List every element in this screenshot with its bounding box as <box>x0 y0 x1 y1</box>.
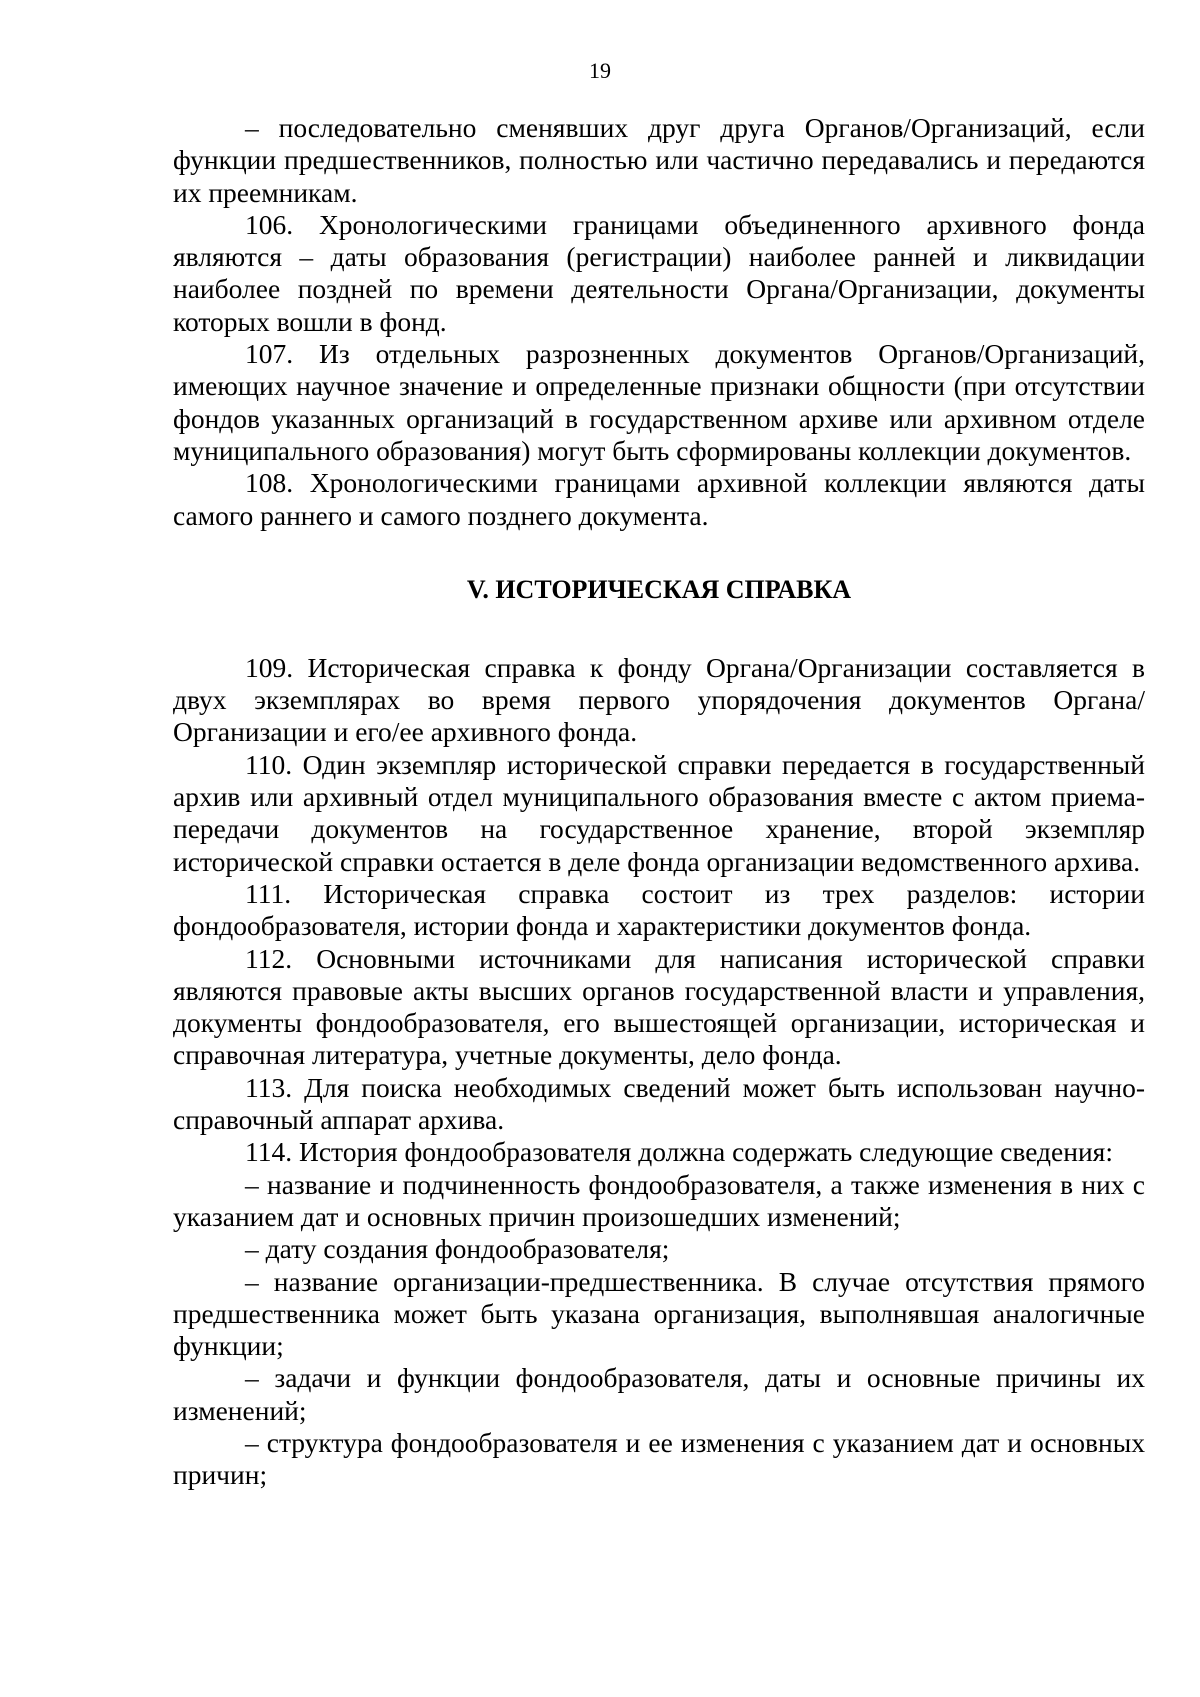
list-item-structure: – структура фондообразователя и ее изменения с указанием дат и основных причин; <box>173 1426 1145 1491</box>
list-item-tasks-functions: – задачи и функции фондообразователя, даты и основные причины их изменений; <box>173 1362 1145 1426</box>
paragraph-dash-predecessors: – последовательно сменявших друг друга Органов/Организаций, если функции предшественников, полностью или частично передавались и передаются их преемникам. <box>173 112 1145 208</box>
paragraph-114: 114. История фондообразователя должна содержать следующие сведения: <box>245 1136 1113 1168</box>
paragraph-107: 107. Из отдельных разрозненных документов Органов/Организаций, имеющих научное значение и определенные признаки общности (при отсутствии фондов указанных организаций в государственном архиве или архивном отделе муниципального образования) могут быть сформированы коллекции документов. <box>173 338 1145 466</box>
list-item-name-subordination: – название и подчиненность фондообразователя, а также изменения в них с указанием дат и основных причин произошедших изменений; <box>173 1168 1145 1232</box>
list-item-predecessor: – название организации-предшественника. В случае отсутствия прямого предшественника может быть указана организация, выполнявшая аналогичные функции; <box>173 1265 1145 1362</box>
list-item-creation-date: – дату создания фондообразователя; <box>245 1233 670 1265</box>
paragraph-113: 113. Для поиска необходимых сведений может быть использован научно-справочный аппарат архива. <box>173 1071 1145 1136</box>
paragraph-108: 108. Хронологическими границами архивной коллекции являются даты самого раннего и самого позднего документа. <box>173 467 1145 531</box>
paragraph-112: 112. Основными источниками для написания исторической справки являются правовые акты высших органов государственной власти и управления, документы фондообразователя, его вышестоящей организации, историческая и справочная литература, учетные документы, дело фонда. <box>173 942 1145 1071</box>
paragraph-110: 110. Один экземпляр исторической справки передается в государственный архив или архивный отдел муниципального образования вместе с актом приема-передачи документов на государственное хранение, второй экземпляр исторической справки остается в деле фонда организации ведомственного архива. <box>173 748 1145 877</box>
paragraph-106: 106. Хронологическими границами объединенного архивного фонда являются – даты образования (регистрации) наиболее ранней и ликвидации наиболее поздней по времени деятельности Органа/Организации, документы которых вошли в фонд. <box>173 208 1145 337</box>
paragraph-111: 111. Историческая справка состоит из трех разделов: истории фондообразователя, истории фонда и характеристики документов фонда. <box>173 877 1145 942</box>
section-title: V. ИСТОРИЧЕСКАЯ СПРАВКА <box>466 574 852 604</box>
paragraph-109: 109. Историческая справка к фонду Органа/Организации составляется в двух экземплярах во время первого упорядочения документов Органа/Организации и его/ее архивного фонда. <box>173 651 1145 748</box>
page-body <box>173 112 1145 1492</box>
page-number: 19 <box>589 58 611 83</box>
